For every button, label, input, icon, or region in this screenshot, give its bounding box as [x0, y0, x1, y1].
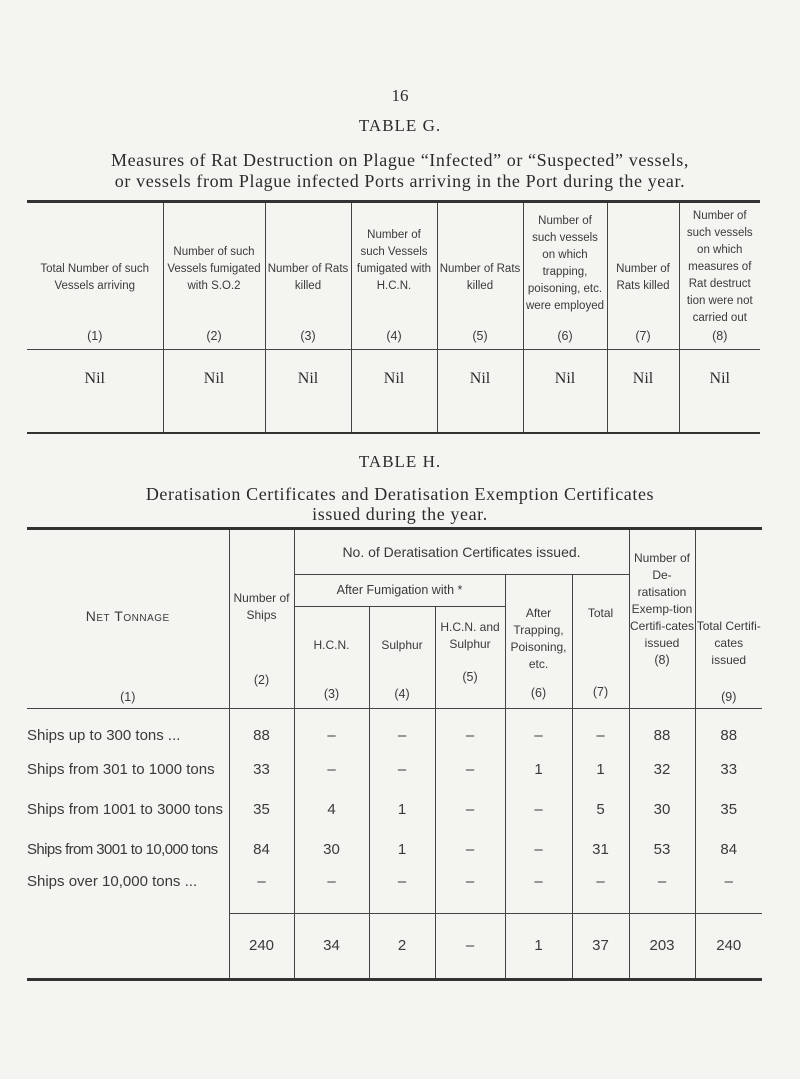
row-label: Ships from 3001 to 10,000 tons	[27, 840, 218, 858]
hcn-sulphur-header	[435, 607, 505, 709]
table-g-subtitle-line1: Measures of Rat Destruction on Plague “Infected” or “Suspected” vessels,	[110, 150, 690, 170]
total-certs-label: Total Certifi-cates issued	[696, 619, 761, 667]
exemption-label: Number of De-ratisation Exemp-tion Certifi-cates issued	[629, 551, 694, 650]
table-g-header-cell: Number of such vessels on which trapping, poisoning, etc. were employed (6)	[523, 202, 607, 350]
net-tonnage-header	[27, 529, 229, 709]
cell: –	[435, 789, 505, 829]
total-cell: 37	[572, 913, 629, 979]
cell: –	[294, 749, 369, 789]
hcn-header	[294, 607, 369, 709]
total-cell: 203	[629, 913, 695, 979]
table-g-value: Nil	[351, 350, 437, 434]
cell: –	[435, 869, 505, 913]
cell: –	[572, 709, 629, 749]
table-h-title: TABLE H.	[358, 452, 442, 471]
row-label: Ships over 10,000 tons ...	[27, 873, 198, 890]
cell: 1	[369, 789, 435, 829]
table-g	[27, 200, 760, 434]
row-label: Ships from 1001 to 3000 tons	[27, 800, 223, 818]
table-row	[27, 709, 762, 749]
cell: 88	[629, 709, 695, 749]
cell: –	[294, 709, 369, 749]
table-g-header-cell: Number of Rats killed (7)	[607, 202, 679, 350]
table-g-value: Nil	[523, 350, 607, 434]
no-issued-header: No. of Deratisation Certificates issued.	[294, 529, 629, 575]
cell: 4	[294, 789, 369, 829]
table-g-title: TABLE G.	[358, 116, 442, 135]
cell: 1	[572, 749, 629, 789]
cell: –	[505, 869, 572, 913]
cell: –	[294, 869, 369, 913]
table-g-value: Nil	[607, 350, 679, 434]
col-num-6: (6)	[530, 686, 547, 700]
cell: –	[369, 709, 435, 749]
cell: 84	[695, 829, 762, 869]
total-cell: 1	[505, 913, 572, 979]
total-cell: 240	[229, 913, 294, 979]
table-g-subtitle-line2: or vessels from Plague infected Ports arriving in the Port during the year.	[114, 171, 686, 191]
cell: 84	[229, 829, 294, 869]
num-ships-header	[229, 529, 294, 709]
sulphur-header	[369, 607, 435, 709]
col-num-3: (3)	[323, 687, 340, 701]
cell: –	[435, 709, 505, 749]
cell: 33	[695, 749, 762, 789]
row-label: Ships up to 300 tons ...	[27, 726, 181, 744]
row-label: Ships from 301 to 1000 tons	[27, 760, 215, 778]
table-row	[27, 829, 762, 869]
table-row	[27, 869, 762, 913]
table-h-subtitle-line1: Deratisation Certificates and Deratisation Exemption Certificates	[145, 484, 655, 504]
cell: 88	[695, 709, 762, 749]
table-g-header-cell: Number of Rats killed (5)	[437, 202, 523, 350]
total-cell: 240	[695, 913, 762, 979]
col-num-7: (7)	[592, 685, 609, 699]
col-num-4: (4)	[394, 687, 410, 701]
total-certs-header	[695, 529, 762, 709]
total-cell: 2	[369, 913, 435, 979]
table-g-header-cell: Number of such vessels on which measures of Rat destruct tion were not carried out (8)	[679, 202, 760, 350]
hcn-label: H.C.N.	[313, 638, 350, 652]
cell: –	[572, 869, 629, 913]
col-num-9: (9)	[721, 690, 737, 704]
num-ships-label: Number of Ships	[233, 591, 290, 622]
total-header	[572, 575, 629, 709]
table-g-value: Nil	[265, 350, 351, 434]
table-g-header-cell: Total Number of such Vessels arriving (1)	[27, 202, 163, 350]
cell: 1	[505, 749, 572, 789]
table-row	[27, 749, 762, 789]
net-tonnage-label: Net Tonnage	[85, 608, 170, 624]
table-g-values-row	[27, 350, 760, 434]
table-g-value: Nil	[163, 350, 265, 434]
after-trapping-label: After Trapping, Poisoning, etc.	[510, 606, 567, 671]
after-fumigation-header: After Fumigation with *	[294, 575, 505, 607]
col-num-1: (1)	[120, 690, 136, 704]
cell: –	[505, 709, 572, 749]
cell: 31	[572, 829, 629, 869]
cell: 5	[572, 789, 629, 829]
col-num-5: (5)	[462, 670, 478, 684]
cell: 33	[229, 749, 294, 789]
hcn-sulphur-label: H.C.N. and Sulphur	[440, 620, 500, 651]
exemption-header	[629, 529, 695, 709]
cell: –	[435, 749, 505, 789]
cell: –	[695, 869, 762, 913]
cell: –	[629, 869, 695, 913]
table-g-header-cell: Number of such Vessels fumigated with S.O.2 (2)	[163, 202, 265, 350]
total-cell: –	[435, 913, 505, 979]
cell: 1	[369, 829, 435, 869]
table-h-subtitle-line2: issued during the year.	[312, 504, 488, 524]
cell: –	[505, 789, 572, 829]
cell: 35	[695, 789, 762, 829]
cell: –	[369, 869, 435, 913]
cell: 88	[229, 709, 294, 749]
cell: –	[505, 829, 572, 869]
table-g-value: Nil	[679, 350, 760, 434]
col-num-8: (8)	[654, 653, 670, 667]
table-h	[27, 527, 762, 981]
table-g-value: Nil	[437, 350, 523, 434]
cell: –	[369, 749, 435, 789]
totals-row	[27, 913, 762, 979]
page-number: 16	[391, 86, 409, 105]
cell: –	[435, 829, 505, 869]
cell: 32	[629, 749, 695, 789]
table-g-header-cell: Number of Rats killed (3)	[265, 202, 351, 350]
cell: –	[229, 869, 294, 913]
sulphur-label: Sulphur	[381, 638, 423, 652]
total-cell: 34	[294, 913, 369, 979]
cell: 35	[229, 789, 294, 829]
table-g-header-row	[27, 202, 760, 350]
cell: 53	[629, 829, 695, 869]
after-trapping-header	[505, 575, 572, 709]
table-g-header-cell: Number of such Vessels fumigated with H.C.N. (4)	[351, 202, 437, 350]
cell: 30	[294, 829, 369, 869]
table-g-value: Nil	[27, 350, 163, 434]
total-label: Total	[587, 606, 614, 620]
totals-label-cell	[27, 913, 229, 979]
cell: 30	[629, 789, 695, 829]
col-num-2: (2)	[253, 673, 270, 687]
table-row	[27, 789, 762, 829]
